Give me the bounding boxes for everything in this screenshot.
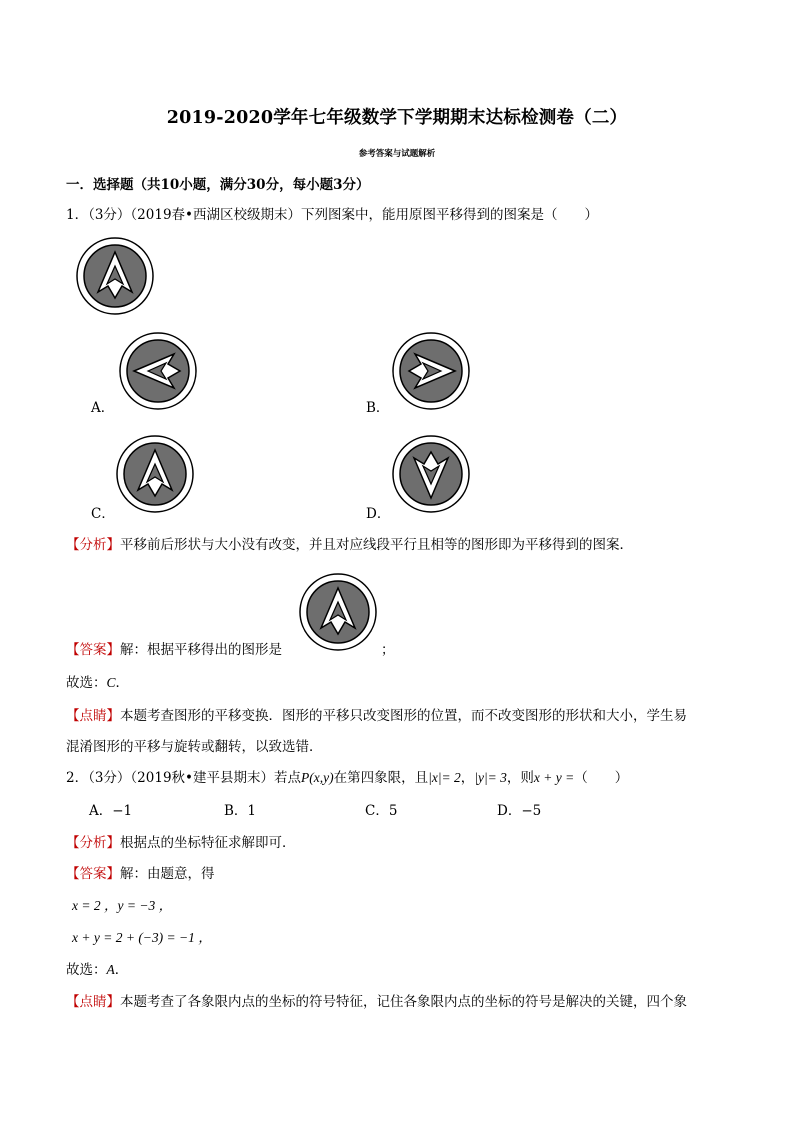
choice-value: C [106,675,116,690]
analysis-tag: 【分析】 [66,835,120,851]
q1-answer-end: ； [381,642,395,658]
q1-comment [66,706,687,726]
q2-choice [66,960,128,980]
q2-stem-c: ， [460,770,475,786]
q2-abs-y: |y|= 3 [474,770,507,785]
q2-option-a[interactable]: A．−1 [89,803,133,819]
answer-tag: 【答案】 [66,642,120,658]
answer-tag: 【答案】 [66,866,120,882]
q1-option-a-label[interactable]: A． [91,400,115,416]
q1-comment-cont: 混淆图形的平移与旋转或翻转，以致选错． [66,739,323,755]
choice-end: ． [115,675,130,691]
q2-stem-e: （ ） [574,770,629,786]
analysis-tag: 【分析】 [66,537,120,553]
choice-label: 故选： [66,962,107,978]
q1-option-b-label[interactable]: B． [366,400,390,416]
comment-text-1: 本题考查图形的平移变换．图形的平移只改变图形的位置，而不改变图形的形状和大小，学生易 [120,708,687,724]
q2-stem-b: 在第四象限，且 [333,770,429,786]
q1-answer [66,640,282,660]
q2-option-d[interactable]: D．−5 [497,803,542,819]
q2-option-c[interactable]: C．5 [365,803,398,819]
q1-option-b-figure[interactable] [391,331,471,411]
page-subtitle: 参考答案与试题解析 [358,149,436,159]
q1-option-a-figure[interactable] [118,331,198,411]
q2-answer [66,864,215,884]
q2-point: P(x,y) [301,770,334,785]
choice-label: 故选： [66,675,107,691]
analysis-text: 根据点的坐标特征求解即可． [120,835,296,851]
q2-step-2: x + y = 2 + (−3) = −1 ， [72,930,212,945]
q2-abs-x: |x|= 2 [428,770,461,785]
q1-option-c-label[interactable]: C． [91,506,115,522]
q2-stem-a: 2．（3分）（2019秋•建平县期末）若点 [66,770,301,786]
q1-original-figure [75,236,155,316]
q1-stem: 1．（3分）（2019春•西湖区校级期末）下列图案中，能用原图平移得到的图案是（ ） [66,207,598,223]
q2-stem-d: ，则 [506,770,534,786]
answer-text: 解：根据平移得出的图形是 [120,642,282,658]
analysis-text: 平移前后形状与大小没有改变，并且对应线段平行且相等的图形即为平移得到的图案． [120,537,633,553]
q2-step-1: x = 2 ，y = −3 ， [72,898,173,913]
choice-value: A [106,962,115,977]
q2-comment [66,992,687,1012]
q2-stem [66,768,628,788]
q1-option-d-figure[interactable] [391,434,471,514]
q1-choice [66,673,129,693]
q2-analysis [66,833,296,853]
page-title: 2019-2020学年七年级数学下学期期末达标检测卷（二） [166,108,628,128]
q1-option-c-figure[interactable] [115,434,195,514]
q2-option-b[interactable]: B．1 [224,803,257,819]
q2-sum: x + y = [533,770,575,785]
answer-text: 解：由题意，得 [120,866,215,882]
choice-end: ． [114,962,129,978]
q1-analysis [66,535,633,555]
comment-text-1: 本题考查了各象限内点的坐标的符号特征，记住各象限内点的坐标的符号是解决的关键，四个象 [120,994,687,1010]
comment-tag: 【点睛】 [66,708,120,724]
section-heading: 一．选择题（共10小题，满分30分，每小题3分） [66,177,370,193]
q1-answer-figure [298,572,378,652]
q1-option-d-label[interactable]: D． [366,506,391,522]
comment-tag: 【点睛】 [66,994,120,1010]
